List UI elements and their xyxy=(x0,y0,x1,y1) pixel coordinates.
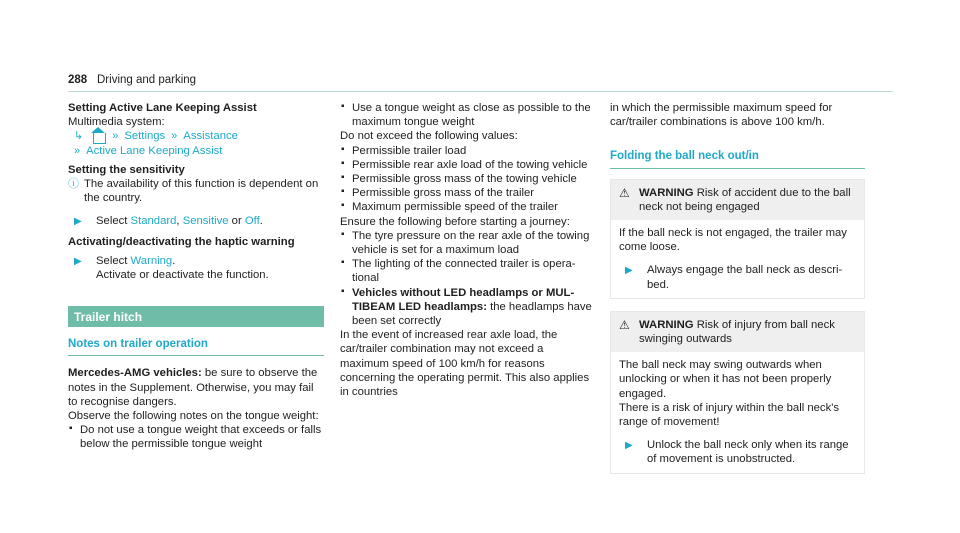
list-item: ▪ Maximum permissible speed of the trailer xyxy=(340,200,595,214)
list-item: ▪ Permissible trailer load xyxy=(340,144,595,158)
heading-lane-keeping: Setting Active Lane Keeping Assist xyxy=(68,102,257,114)
ensure-line: Ensure the following before starting a journey: xyxy=(340,215,570,228)
amg-bold: Mercedes-AMG vehicles: xyxy=(68,367,202,380)
play-icon: ▶ xyxy=(625,265,633,277)
vehicles-bold: Vehicles without LED headlamps or MULTIBEAM LED headlamps: xyxy=(352,286,575,313)
select-label: Select xyxy=(96,254,131,267)
step-haptic xyxy=(68,254,324,282)
play-icon: ▶ xyxy=(625,440,633,452)
subheading-folding: Folding the ball neck out/in xyxy=(610,150,759,163)
step-text-2: Activate or deactivate the function. xyxy=(96,269,269,282)
warning-box-accident xyxy=(610,179,865,299)
double-chevron-icon: » xyxy=(74,144,81,157)
warning-box-injury xyxy=(610,311,865,474)
info-icon: ⓘ xyxy=(68,178,79,191)
heading-haptic: Activating/deactivating the haptic warning xyxy=(68,235,295,248)
tongue-list-cont xyxy=(340,101,595,129)
warning-text: Risk of injury from ball neck swinging outwards xyxy=(639,318,835,346)
step-text: Always engage the ball neck as described. xyxy=(647,264,843,291)
list-item: ▪ Do not use a tongue weight that exceeds or falls below the permissible tongue weight xyxy=(68,423,324,451)
column-3 xyxy=(610,101,865,474)
warning-body xyxy=(611,352,864,472)
heading-sensitivity: Setting the sensitivity xyxy=(68,163,185,176)
warning-label: WARNING xyxy=(639,318,694,331)
option-sensitive[interactable]: Sensitive xyxy=(182,215,229,228)
warning-label: WARNING xyxy=(639,186,694,199)
select-label: Select xyxy=(96,215,131,228)
warning-triangle-icon: ⚠ xyxy=(619,317,630,332)
warning-body xyxy=(611,220,864,298)
warning-step xyxy=(619,438,856,466)
separator: , xyxy=(176,215,183,228)
warning-text: Risk of accident due to the ball neck not being engaged xyxy=(639,186,851,213)
step-select-sensitivity xyxy=(68,214,324,229)
column-1 xyxy=(68,101,324,452)
nav-path-2 xyxy=(68,144,324,158)
list-item: ▪ Permissible gross mass of the trailer xyxy=(340,186,595,200)
ensure-list xyxy=(340,229,595,328)
vehicles-text: the headlamps have been set correctly xyxy=(352,300,592,328)
exceed-list xyxy=(340,144,595,215)
home-icon xyxy=(93,133,106,144)
option-warning[interactable]: Warning xyxy=(130,254,173,267)
list-item xyxy=(340,286,595,329)
list-item: ▪ The lighting of the connected trailer is operational xyxy=(340,257,595,285)
warning-header xyxy=(611,312,864,352)
warning-title xyxy=(639,318,856,346)
warning-title xyxy=(639,186,856,214)
list-item: ▪ The tyre pressure on the rear axle of the towing vehicle is set for a maximum load xyxy=(340,229,595,257)
double-chevron-icon: » xyxy=(171,130,178,143)
or-text: or xyxy=(228,215,245,228)
section-title: Driving and parking xyxy=(97,74,197,86)
note-text: The availability of this function is dependent on the country. xyxy=(84,178,319,205)
warning-body-text: The ball neck may swing outwards when unlocking or when it has not been properly engaged. xyxy=(619,359,832,400)
amg-paragraph xyxy=(68,366,324,409)
double-chevron-icon: » xyxy=(112,130,119,143)
nav-settings[interactable]: Settings xyxy=(124,130,166,143)
list-item: ▪ Use a tongue weight as close as possible to the maximum tongue weight xyxy=(340,101,595,129)
header-rule xyxy=(68,91,893,92)
play-icon: ▶ xyxy=(74,255,82,267)
list-item: ▪ Permissible gross mass of the towing vehicle xyxy=(340,172,595,186)
warning-step xyxy=(619,263,856,291)
return-arrow-icon: ↳ xyxy=(74,130,84,143)
option-standard[interactable]: Standard xyxy=(130,215,177,228)
tongue-list xyxy=(68,423,324,451)
warning-header xyxy=(611,180,864,220)
column-2 xyxy=(340,101,595,399)
subheading-trailer-notes: Notes on trailer operation xyxy=(68,338,208,351)
nav-assistance[interactable]: Assistance xyxy=(183,130,238,143)
warning-body-text: If the ball neck is not engaged, the trailer may come loose. xyxy=(619,227,847,254)
note xyxy=(68,177,324,205)
continued-paragraph: in which the permissible maximum speed for car/trailer combinations is above 100 km/h. xyxy=(610,102,833,129)
system-line: Multimedia system: xyxy=(68,116,165,129)
nav-active-lane[interactable]: Active Lane Keeping Assist xyxy=(86,144,223,157)
play-icon: ▶ xyxy=(74,216,82,228)
rear-axle-paragraph: In the event of increased rear axle load, the car/trailer combination may not exceed a maximum speed of 100 km/h for reasons concerning the operating permit. This also applies in countries xyxy=(340,329,590,399)
section-bar-trailer-hitch: Trailer hitch xyxy=(68,306,324,327)
list-item: ▪ Permissible rear axle load of the towing vehicle xyxy=(340,158,595,172)
warning-triangle-icon: ⚠ xyxy=(619,185,630,200)
step-text: Unlock the ball neck only when its range of movement is unobstructed. xyxy=(647,439,849,466)
page-number: 288 xyxy=(68,74,88,86)
period: . xyxy=(259,215,263,228)
amg-text: be sure to observe the notes in the Supplement. Otherwise, you may fail to recognise dangers. xyxy=(68,367,318,408)
observe-paragraph: Observe the following notes on the tongue weight: xyxy=(68,410,319,423)
warning-body-text-2: There is a risk of injury within the ball neck's range of movement! xyxy=(619,401,840,429)
step-text xyxy=(96,254,269,282)
exceed-line: Do not exceed the following values: xyxy=(340,130,518,143)
period: . xyxy=(172,254,176,267)
step-text xyxy=(96,214,263,229)
option-off[interactable]: Off xyxy=(244,215,260,228)
nav-path xyxy=(68,129,324,143)
